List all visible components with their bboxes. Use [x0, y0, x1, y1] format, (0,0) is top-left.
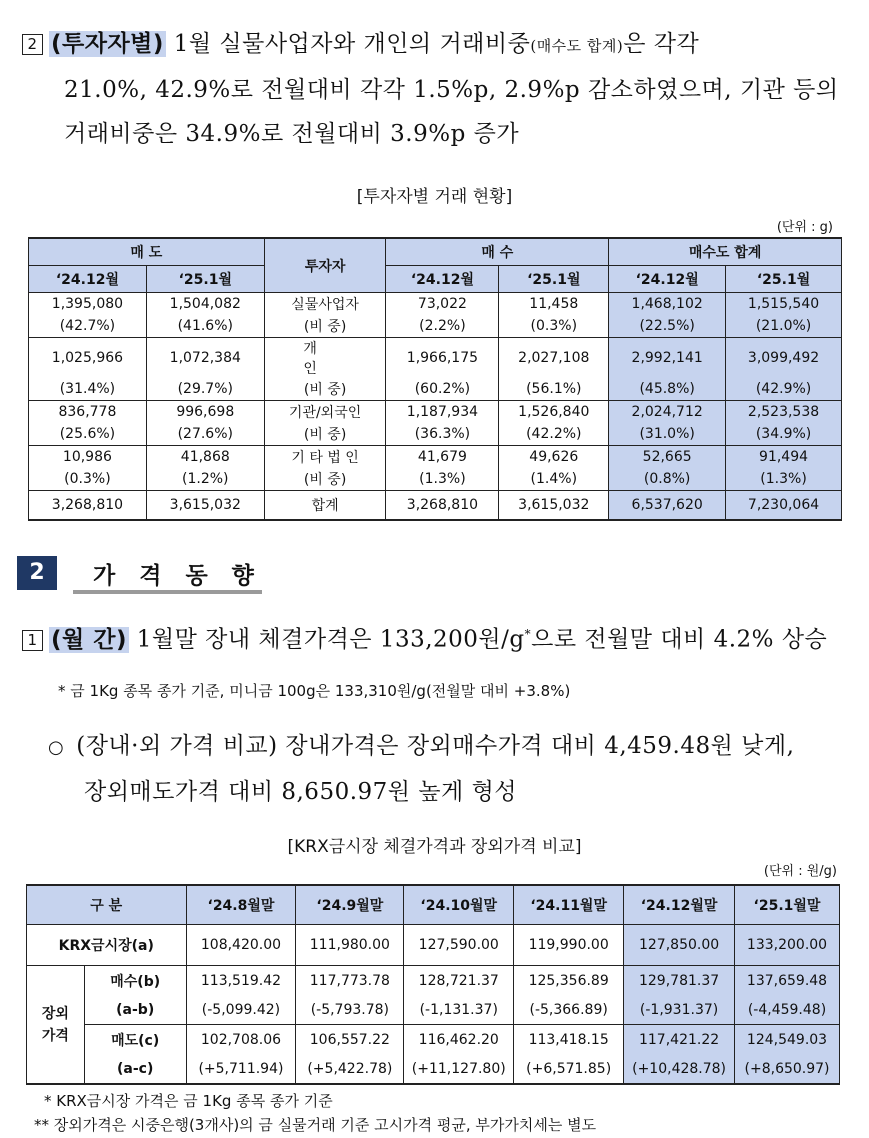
cell-share: (42.2%): [499, 423, 609, 446]
header-period: ‘24.9월말: [296, 885, 404, 925]
table2-unit: (단위 : 원/g): [763, 864, 837, 879]
table-row: [29, 446, 842, 469]
cell-value: 117,421.22: [624, 1025, 735, 1055]
cell-share: (22.5%): [609, 315, 726, 338]
table-row-share: [29, 468, 842, 491]
cell-value: 1,072,384: [146, 338, 264, 379]
cell-share: (42.9%): [726, 378, 842, 401]
cell-value: 2,992,141: [609, 338, 726, 379]
para1-text1: 1월 실물사업자와 개인의 거래비중: [173, 31, 531, 57]
cell-value: 2,523,538: [726, 401, 842, 424]
cell-value: 49,626: [499, 446, 609, 469]
investor-name: 기관/외국인: [264, 401, 386, 424]
cell-value: (-5,366.89): [514, 995, 624, 1025]
header-total-p1: ‘24.12월: [609, 266, 726, 293]
cell-value: 1,526,840: [499, 401, 609, 424]
cell-value: 102,708.06: [186, 1025, 296, 1055]
header-sell-p1: ‘24.12월: [29, 266, 147, 293]
item-marker-box: 2: [22, 34, 43, 55]
cell-share: (0.3%): [499, 315, 609, 338]
cell-value: (+6,571.85): [514, 1054, 624, 1084]
krx-label: KRX금시장(a): [27, 925, 187, 966]
cell-share: (31.4%): [29, 378, 147, 401]
cell-value: 111,980.00: [296, 925, 404, 966]
price-footnote: * 금 1Kg 종목 종가 기준, 미니금 100g은 133,310원/g(전월말 대비 +3.8%): [58, 682, 571, 700]
para2-text-end: 으로 전월말 대비 4.2% 상승: [531, 626, 828, 653]
diff-ac-label: (a-c): [84, 1054, 186, 1084]
price-compare-table: [26, 884, 840, 1085]
section-number: 2: [17, 556, 57, 590]
cell-value: (+10,428.78): [624, 1054, 735, 1084]
cell-value: 113,519.42: [186, 966, 296, 996]
cell-value: 1,468,102: [609, 293, 726, 316]
cell-value: 10,986: [29, 446, 147, 469]
cell-value: 2,024,712: [609, 401, 726, 424]
para3-line2: 장외매도가격 대비 8,650.97원 높게 형성: [84, 779, 518, 805]
cell-value: 128,721.37: [404, 966, 514, 996]
cell-value: 1,187,934: [386, 401, 499, 424]
table-row-share: [29, 378, 842, 401]
para1-small: (매수도 합계): [530, 37, 624, 55]
investor-name: 기 타 법 인: [264, 446, 386, 469]
para1-line1: [22, 22, 862, 68]
cell-value: 996,698: [146, 401, 264, 424]
header-buy: 매 수: [386, 238, 609, 266]
note-krx: * KRX금시장 가격은 금 1Kg 종목 종가 기준: [44, 1092, 333, 1110]
table-row-share: [29, 423, 842, 446]
table-row: [29, 293, 842, 316]
header-buy-p2: ‘25.1월: [499, 266, 609, 293]
cell-value: (+5,711.94): [186, 1054, 296, 1084]
table1-unit: (단위 : g): [776, 220, 833, 235]
table-row-krx: [27, 925, 840, 966]
header-investor: 투자자: [264, 238, 386, 293]
cell-value: 1,515,540: [726, 293, 842, 316]
cell-value: 133,200.00: [735, 925, 840, 966]
header-period: ‘24.12월말: [624, 885, 735, 925]
cell-share: (41.6%): [146, 315, 264, 338]
cell-share: (25.6%): [29, 423, 147, 446]
cell-value: (-5,793.78): [296, 995, 404, 1025]
section-underline: [73, 590, 262, 594]
cell-value: 3,615,032: [146, 491, 264, 521]
header-period: ‘24.11월말: [514, 885, 624, 925]
header-period: ‘25.1월말: [735, 885, 840, 925]
cell-value: 2,027,108: [499, 338, 609, 379]
para2-text: 1월말 장내 체결가격은 133,200원/g: [136, 626, 525, 653]
otc-label: 장외 가격: [27, 966, 85, 1085]
section-title: 가 격 동 향: [93, 562, 262, 589]
cell-share: (27.6%): [146, 423, 264, 446]
header-division: 구 분: [27, 885, 187, 925]
cell-value: 3,615,032: [499, 491, 609, 521]
cell-value: 1,966,175: [386, 338, 499, 379]
cell-value: 127,850.00: [624, 925, 735, 966]
cell-value: 41,679: [386, 446, 499, 469]
share-label: (비 중): [264, 423, 386, 446]
diff-ab-label: (a-b): [84, 995, 186, 1025]
header-sell-p2: ‘25.1월: [146, 266, 264, 293]
para1-text1-end: 은 각각: [623, 31, 700, 57]
cell-value: (-5,099.42): [186, 995, 296, 1025]
header-total: 매수도 합계: [609, 238, 842, 266]
cell-share: (36.3%): [386, 423, 499, 446]
investor-tag: (투자자별): [51, 31, 164, 57]
cell-share: (0.3%): [29, 468, 147, 491]
share-label: (비 중): [264, 468, 386, 491]
cell-value: 1,395,080: [29, 293, 147, 316]
item-marker-box: 1: [22, 630, 43, 651]
sell-label: 매도(c): [84, 1025, 186, 1055]
cell-value: 91,494: [726, 446, 842, 469]
cell-value: 113,418.15: [514, 1025, 624, 1055]
cell-value: (+5,422.78): [296, 1054, 404, 1084]
cell-value: 1,025,966: [29, 338, 147, 379]
monthly-tag: (월 간): [51, 626, 127, 653]
header-total-p2: ‘25.1월: [726, 266, 842, 293]
cell-share: (29.7%): [146, 378, 264, 401]
bullet-icon: ○: [48, 737, 65, 758]
cell-value: 3,099,492: [726, 338, 842, 379]
cell-value: (-4,459.48): [735, 995, 840, 1025]
cell-value: 3,268,810: [29, 491, 147, 521]
table-row: [29, 401, 842, 424]
buy-label: 매수(b): [84, 966, 186, 996]
cell-value: 41,868: [146, 446, 264, 469]
cell-share: (60.2%): [386, 378, 499, 401]
table-row: [29, 338, 842, 379]
investor-name: 실물사업자: [264, 293, 386, 316]
cell-share: (34.9%): [726, 423, 842, 446]
cell-value: 52,665: [609, 446, 726, 469]
cell-share: (45.8%): [609, 378, 726, 401]
cell-value: 6,537,620: [609, 491, 726, 521]
cell-value: 7,230,064: [726, 491, 842, 521]
cell-share: (31.0%): [609, 423, 726, 446]
table1-caption: [투자자별 거래 현황]: [356, 187, 513, 207]
cell-value: 127,590.00: [404, 925, 514, 966]
cell-share: (1.2%): [146, 468, 264, 491]
cell-share: (1.3%): [726, 468, 842, 491]
cell-value: (+8,650.97): [735, 1054, 840, 1084]
cell-share: (56.1%): [499, 378, 609, 401]
cell-value: 836,778: [29, 401, 147, 424]
investor-name: 합계: [264, 491, 386, 521]
para1-line2: 21.0%, 42.9%로 전월대비 각각 1.5%p, 2.9%p 감소하였으며, 기관 등의: [64, 77, 839, 103]
header-period: ‘24.10월말: [404, 885, 514, 925]
header-buy-p1: ‘24.12월: [386, 266, 499, 293]
cell-share: (0.8%): [609, 468, 726, 491]
para3-line1: (장내·외 가격 비교) 장내가격은 장외매수가격 대비 4,459.48원 낮게,: [76, 733, 795, 759]
table2-caption: [KRX금시장 체결가격과 장외가격 비교]: [287, 837, 582, 857]
cell-value: 119,990.00: [514, 925, 624, 966]
cell-value: 129,781.37: [624, 966, 735, 996]
cell-share: (1.3%): [386, 468, 499, 491]
header-sell: 매 도: [29, 238, 265, 266]
cell-value: 106,557.22: [296, 1025, 404, 1055]
cell-value: 73,022: [386, 293, 499, 316]
cell-value: (+11,127.80): [404, 1054, 514, 1084]
cell-share: (1.4%): [499, 468, 609, 491]
cell-value: 125,356.89: [514, 966, 624, 996]
section-header: [17, 556, 262, 594]
table-row-total: [29, 491, 842, 521]
cell-value: 108,420.00: [186, 925, 296, 966]
header-period: ‘24.8월말: [186, 885, 296, 925]
price-compare-paragraph: [48, 724, 863, 814]
share-label: (비 중): [264, 378, 386, 401]
table-row-diff-ac: [27, 1054, 840, 1084]
cell-share: (21.0%): [726, 315, 842, 338]
cell-value: (-1,131.37): [404, 995, 514, 1025]
cell-value: 3,268,810: [386, 491, 499, 521]
cell-value: 116,462.20: [404, 1025, 514, 1055]
investor-trade-table: [28, 237, 842, 521]
share-label: (비 중): [264, 315, 386, 338]
investor-summary-paragraph: [22, 22, 862, 156]
cell-value: (-1,931.37): [624, 995, 735, 1025]
investor-name: 개 인: [264, 338, 386, 379]
para2-sup: *: [524, 627, 532, 641]
table-row-share: [29, 315, 842, 338]
cell-value: 11,458: [499, 293, 609, 316]
table-row-buy: [27, 966, 840, 996]
cell-value: 1,504,082: [146, 293, 264, 316]
cell-value: 137,659.48: [735, 966, 840, 996]
cell-share: (42.7%): [29, 315, 147, 338]
cell-value: 117,773.78: [296, 966, 404, 996]
monthly-price-paragraph: [22, 612, 827, 662]
note-otc: ** 장외가격은 시중은행(3개사)의 금 실물거래 기준 고시가격 평균, 부가가치세는 별도: [34, 1116, 597, 1134]
cell-value: 124,549.03: [735, 1025, 840, 1055]
table-row-diff-ab: [27, 995, 840, 1025]
para1-line3: 거래비중은 34.9%로 전월대비 3.9%p 증가: [64, 121, 520, 147]
table-row-sell: [27, 1025, 840, 1055]
cell-share: (2.2%): [386, 315, 499, 338]
